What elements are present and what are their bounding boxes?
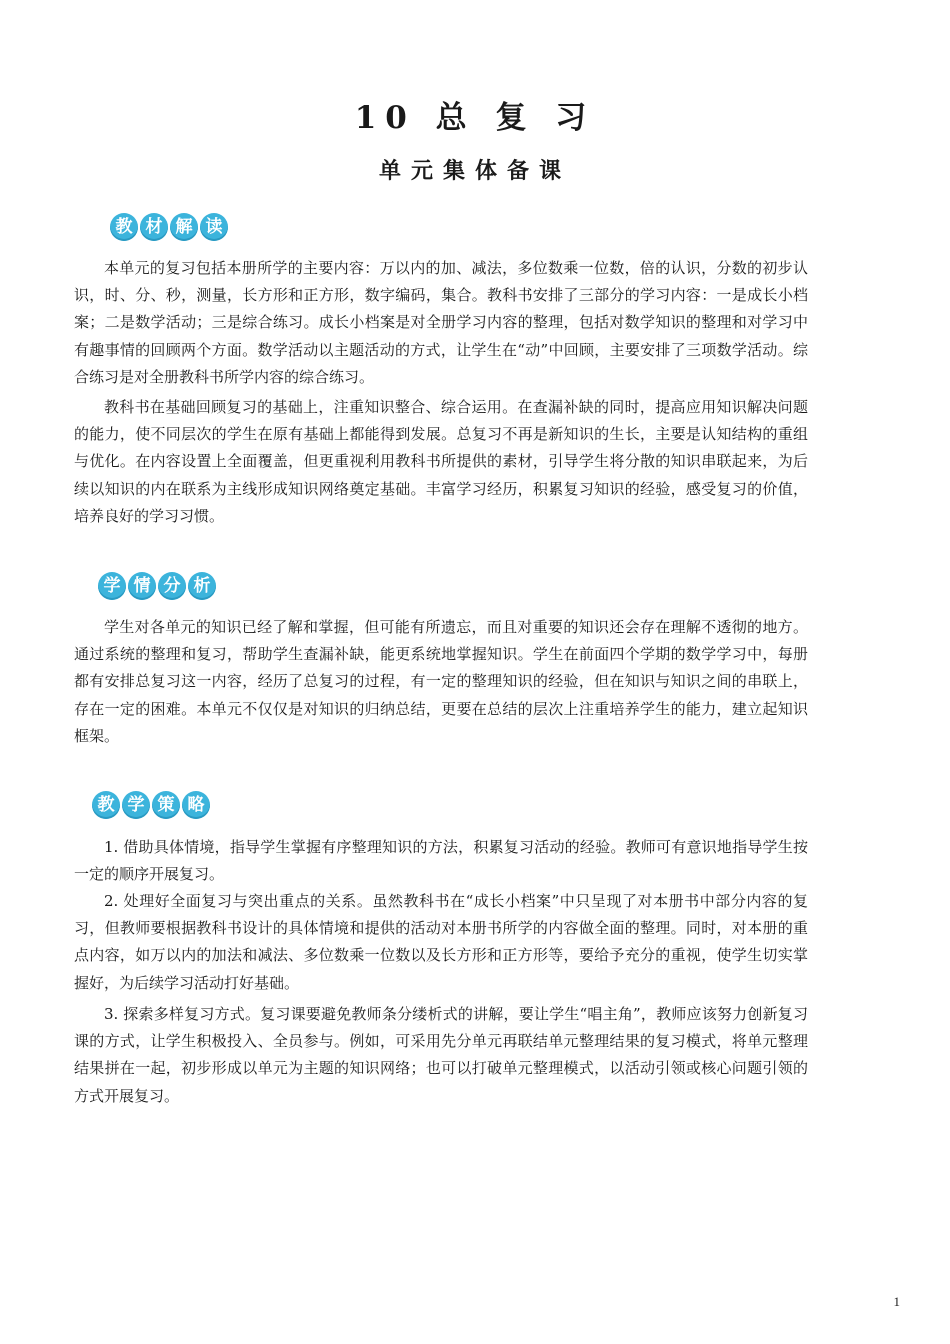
badge-char: 读 [200, 213, 228, 241]
badge-char: 学 [98, 572, 126, 600]
badge-char: 教 [110, 213, 138, 241]
paragraph: 本单元的复习包括本册所学的主要内容：万以内的加、减法，多位数乘一位数，倍的认识，分数的初步认识，时、分、秒，测量，长方形和正方形，数字编码，集合。教科书安排了三部分的学习内容：一是成长小档案；二是数学活动；三是综合练习。成长小档案是对全册学习内容的整理，包括对数学知识的整理和对学习中有趣事情的回顾两个方面。数学活动以主题活动的方式，让学生在“动”中回顾，主要安排了三项数学活动。综合练习是对全册教科书所学内容的综合练习。 [74, 259, 808, 386]
list-item: 3. 探索多样复习方式。复习课要避免教师条分缕析式的讲解，要让学生“唱主角”，教师应该努力创新复习课的方式，让学生积极投入、全员参与。例如，可采用先分单元再联结单元整理结果的复习模式，将单元整理结果拼在一起，初步形成以单元为主题的知识网络；也可以打破单元整理模式，以活动引领或核心问题引领的方式开展复习。 [74, 1005, 808, 1105]
badge-char: 情 [128, 572, 156, 600]
paragraph: 教科书在基础回顾复习的基础上，注重知识整合、综合运用。在查漏补缺的同时，提高应用知识解决问题的能力，使不同层次的学生在原有基础上都能得到发展。总复习不再是新知识的生长，主要是认知结构的重组与优化。在内容设置上全面覆盖，但更重视利用教科书所提供的素材，引导学生将分散的知识串联起来，为后续以知识的内在联系为主线形成知识网络奠定基础。丰富学习经历，积累复习知识的经验，感受复习的价值，培养良好的学习习惯。 [74, 398, 808, 525]
section-badge-textbook-reading [110, 213, 228, 241]
page-number: 1 [893, 1294, 900, 1309]
list-item: 2. 处理好全面复习与突出重点的关系。虽然教科书在“成长小档案”中只呈现了对本册书中部分内容的复习，但教师要根据教科书设计的具体情境和提供的活动对本册书所学的内容做全面的整理。同时，对本册的重点内容，如万以内的加法和减法、多位数乘一位数以及长方形和正方形等，要给予充分的重视，使学生切实掌握好，为后续学习活动打好基础。 [74, 892, 808, 992]
badge-char: 教 [92, 791, 120, 819]
section-badge-student-analysis [98, 572, 216, 600]
paragraph: 学生对各单元的知识已经了解和掌握，但可能有所遗忘，而且对重要的知识还会存在理解不透彻的地方。通过系统的整理和复习，帮助学生查漏补缺，能更系统地掌握知识。学生在前面四个学期的数学学习中，每册都有安排总复习这一内容，经历了总复习的过程，有一定的整理知识的经验，但在知识与知识之间的串联上，存在一定的困难。本单元不仅仅是对知识的归纳总结，更要在总结的层次上注重培养学生的能力，建立起知识框架。 [74, 618, 808, 745]
badge-char: 策 [152, 791, 180, 819]
badge-char: 略 [182, 791, 210, 819]
list-item: 1. 借助具体情境，指导学生掌握有序整理知识的方法，积累复习活动的经验。教师可有意识地指导学生按一定的顺序开展复习。 [74, 838, 808, 884]
badge-char: 分 [158, 572, 186, 600]
badge-char: 析 [188, 572, 216, 600]
badge-char: 学 [122, 791, 150, 819]
page-title: 10 总 复 习 [354, 100, 596, 136]
badge-char: 材 [140, 213, 168, 241]
section-badge-teaching-strategy [92, 791, 210, 819]
page-subtitle: 单元集体备课 [378, 159, 571, 184]
badge-char: 解 [170, 213, 198, 241]
